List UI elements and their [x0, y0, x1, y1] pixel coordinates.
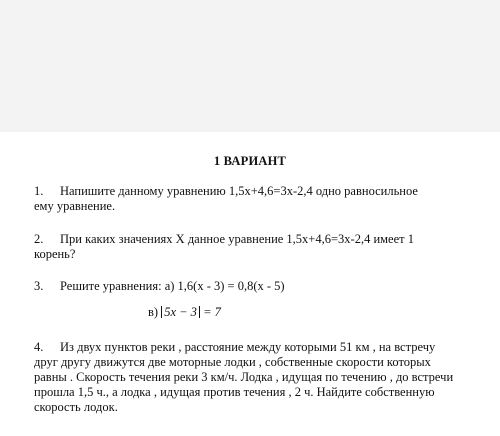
task-2-number: 2. — [34, 232, 44, 246]
task-1-number: 1. — [34, 184, 44, 198]
task-2-line-2: корень? — [34, 247, 76, 261]
task-2-line-1: При каких значениях X данное уравнение 1,5х+4,6=3х-2,4 имеет 1 — [60, 232, 414, 246]
task-3-subitem — [148, 305, 221, 320]
task-3-subitem-rest: = 7 — [199, 305, 221, 319]
blank-top-area — [0, 0, 500, 132]
absolute-value-expression: 5x − 3 — [161, 306, 200, 318]
task-4-line-2: друг другу движутся две моторные лодки , собственные скорости которых — [34, 355, 431, 369]
task-3-line-1: Решите уравнения: а) 1,6(х - 3) = 0,8(х - 5) — [60, 279, 285, 293]
task-4-line-3: равны . Скорость течения реки 3 км/ч. Лодка , идущая по течению , до встречи — [34, 370, 454, 384]
variant-title: 1 ВАРИАНТ — [213, 154, 287, 168]
task-3-number: 3. — [34, 279, 44, 293]
task-1-line-2: ему уравнение. — [34, 199, 116, 213]
task-4-number: 4. — [34, 340, 44, 354]
task-4-line-4: прошла 1,5 ч., а лодка , идущая против течения , 2 ч. Найдите собственную — [34, 385, 435, 399]
task-4-line-5: скорость лодок. — [34, 400, 118, 414]
task-4-line-1: Из двух пунктов реки , расстояние между которыми 51 км , на встречу — [60, 340, 436, 354]
task-3-subitem-label: в) — [148, 305, 159, 319]
task-1-line-1: Напишите данному уравнению 1,5х+4,6=3х-2,4 одно равносильное — [60, 184, 418, 198]
